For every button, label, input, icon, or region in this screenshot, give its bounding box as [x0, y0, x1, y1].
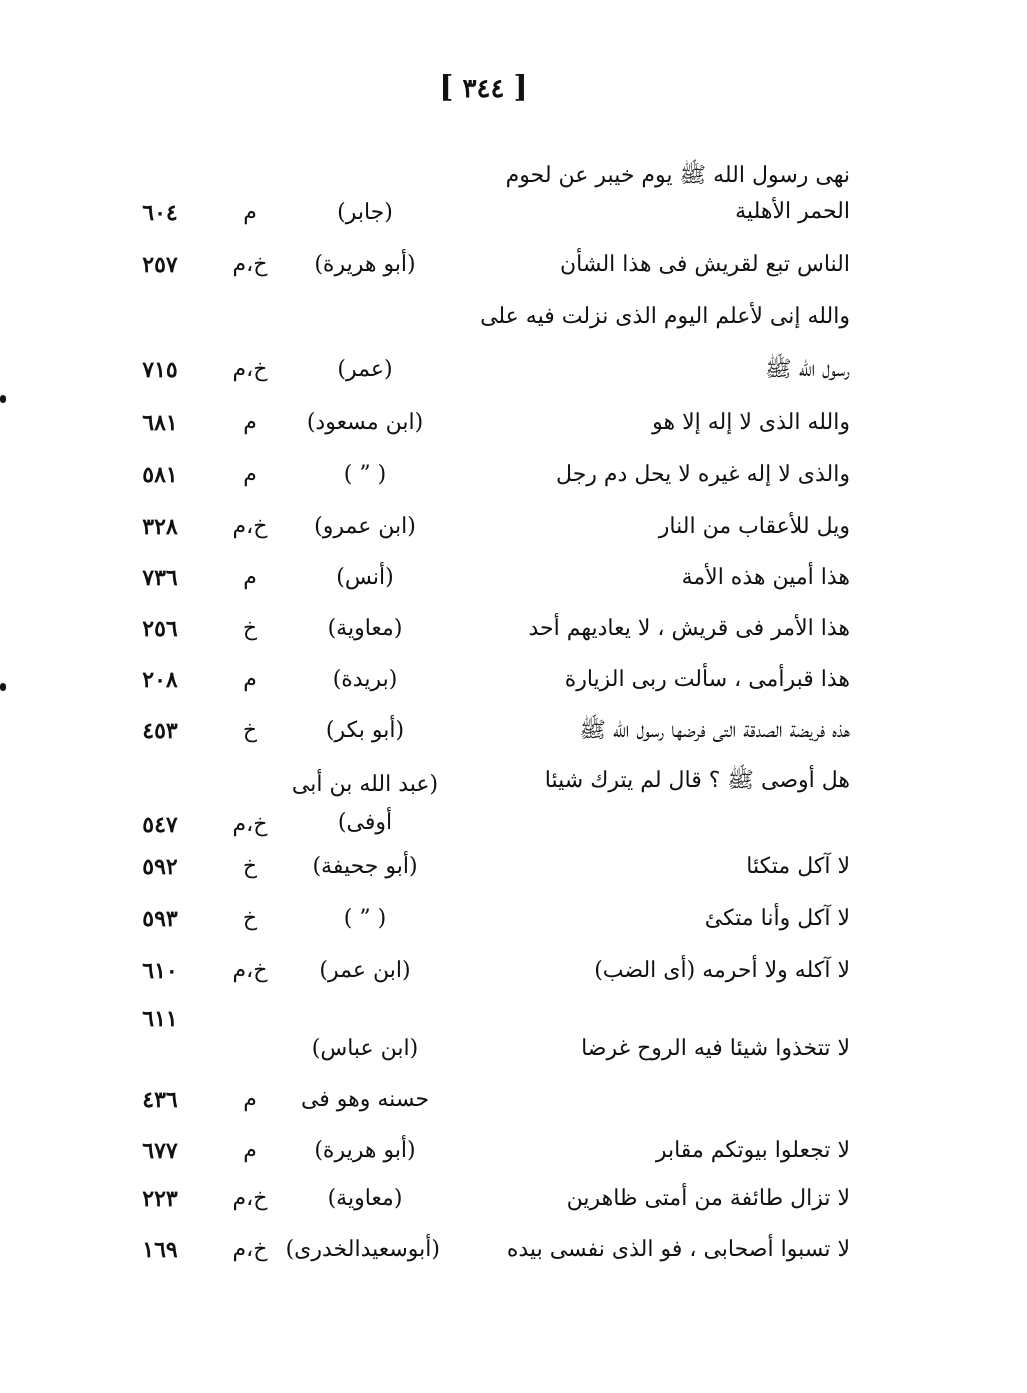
- hadith-text: والله إنى لأعلم اليوم الذى نزلت فيه على: [480, 304, 850, 329]
- bracket-open: [: [513, 70, 528, 105]
- hadith-text: لا تسبوا أصحابى ، فو الذى نفسى بيده: [506, 1237, 850, 1262]
- hadith-text: لا آكل متكئا: [746, 854, 850, 879]
- narrator: ( ” ): [343, 462, 387, 487]
- hadith-text: لا تتخذوا شيئا فيه الروح غرضا: [581, 1036, 850, 1061]
- hadith-text: هذا الأمر فى قريش ، لا يعاديهم أحد: [528, 616, 850, 641]
- source: م: [243, 462, 257, 487]
- narrator: (أبو هريرة): [314, 1138, 416, 1163]
- source: خ: [242, 854, 258, 879]
- entry-number: ٥٩٢: [142, 854, 178, 880]
- source: م: [243, 1138, 257, 1163]
- hadith-text: رسول الله ﷺ: [765, 357, 850, 382]
- source: خ،م: [232, 1237, 268, 1262]
- margin-mark: [0, 683, 6, 691]
- source: خ،م: [232, 357, 268, 382]
- hadith-text: لا تجعلوا بيوتكم مقابر: [655, 1138, 850, 1163]
- narrator: (ابن مسعود): [306, 410, 424, 435]
- entry-number: ٦١١: [142, 1006, 178, 1032]
- hadith-text: والذى لا إله غيره لا يحل دم رجل: [556, 462, 850, 487]
- narrator: (أبو بكر): [325, 718, 405, 743]
- entry-number: ٦١٠: [142, 958, 178, 984]
- source: خ،م: [232, 958, 268, 983]
- entry-number: ٤٥٣: [142, 718, 178, 744]
- margin-mark: [0, 395, 6, 403]
- source: خ: [242, 616, 258, 641]
- hadith-text: والله الذى لا إله إلا هو: [652, 410, 850, 435]
- narrator: (أنس): [336, 565, 394, 590]
- hadith-text: ويل للأعقاب من النار: [658, 514, 850, 539]
- narrator-note: حسنه وهو فى: [300, 1087, 430, 1112]
- entry-number: ١٦٩: [142, 1237, 178, 1263]
- entry-number: ٢٥٧: [142, 252, 178, 278]
- source: خ،م: [232, 812, 268, 837]
- entry-number: ٣٢٨: [142, 514, 178, 540]
- hadith-text: الناس تبع لقريش فى هذا الشأن: [559, 252, 850, 277]
- entry-number: ٥٩٣: [142, 906, 178, 932]
- source: خ،م: [232, 514, 268, 539]
- narrator: (أبو هريرة): [314, 252, 416, 277]
- hadith-text: لا تزال طائفة من أمتى ظاهرين: [566, 1186, 850, 1211]
- narrator: (عمر): [337, 357, 393, 382]
- source: م: [243, 565, 257, 590]
- entry-number: ٧١٥: [142, 357, 178, 383]
- narrator: (ابن عباس): [311, 1036, 419, 1061]
- source: خ،م: [232, 252, 268, 277]
- narrator: (بريدة): [332, 667, 398, 692]
- narrator: (معاوية): [327, 616, 403, 641]
- entry-number: ٧٣٦: [142, 565, 178, 591]
- page-number: [0, 70, 967, 105]
- entry-number: ٦٨١: [142, 410, 178, 436]
- hadith-text: هذه فريضة الصدقة التى فرضها رسول الله ﷺ: [579, 718, 850, 743]
- source: م: [243, 410, 257, 435]
- source: م: [243, 200, 257, 225]
- source: خ: [242, 718, 258, 743]
- bracket-close: ]: [439, 70, 454, 105]
- narrator: ( ” ): [343, 906, 387, 931]
- entry-number: ٢٥٦: [142, 616, 178, 642]
- hadith-text: هذا أمين هذه الأمة: [681, 565, 850, 590]
- hadith-text: لا آكل وأنا متكئ: [704, 906, 850, 931]
- hadith-text: نهى رسول الله ﷺ يوم خيبر عن لحوم الحمر الأهلية: [505, 163, 850, 224]
- entry-number: ٥٤٧: [142, 812, 178, 838]
- page-number-value: ٣٤٤: [462, 74, 505, 104]
- narrator: (ابن عمرو): [314, 514, 416, 539]
- hadith-index: [110, 150, 850, 1290]
- source: م: [243, 667, 257, 692]
- entry-number: ٦٠٤: [142, 200, 178, 226]
- source: خ،م: [232, 1186, 268, 1211]
- hadith-text: لا آكله ولا أحرمه (أى الضب): [594, 958, 850, 983]
- entry-number: ٢٢٣: [142, 1186, 178, 1212]
- narrator: (أبوسعيدالخدرى): [285, 1237, 440, 1262]
- hadith-text: هل أوصى ﷺ ؟ قال لم يترك شيئا: [544, 768, 850, 793]
- source: م: [243, 1087, 257, 1112]
- narrator: (ابن عمر): [319, 958, 411, 983]
- entry-number: ٢٠٨: [142, 667, 178, 693]
- narrator: (أبو جحيفة): [312, 854, 418, 879]
- entry-number: ٤٣٦: [142, 1087, 178, 1113]
- narrator: (جابر): [337, 200, 393, 225]
- narrator: (عبد الله بن أبى أوفى): [291, 772, 439, 835]
- entry-number: ٥٨١: [142, 462, 178, 488]
- source: خ: [242, 906, 258, 931]
- entry-number: ٦٧٧: [142, 1138, 178, 1164]
- hadith-text: هذا قبرأمى ، سألت ربى الزيارة: [564, 667, 850, 692]
- narrator: (معاوية): [327, 1186, 403, 1211]
